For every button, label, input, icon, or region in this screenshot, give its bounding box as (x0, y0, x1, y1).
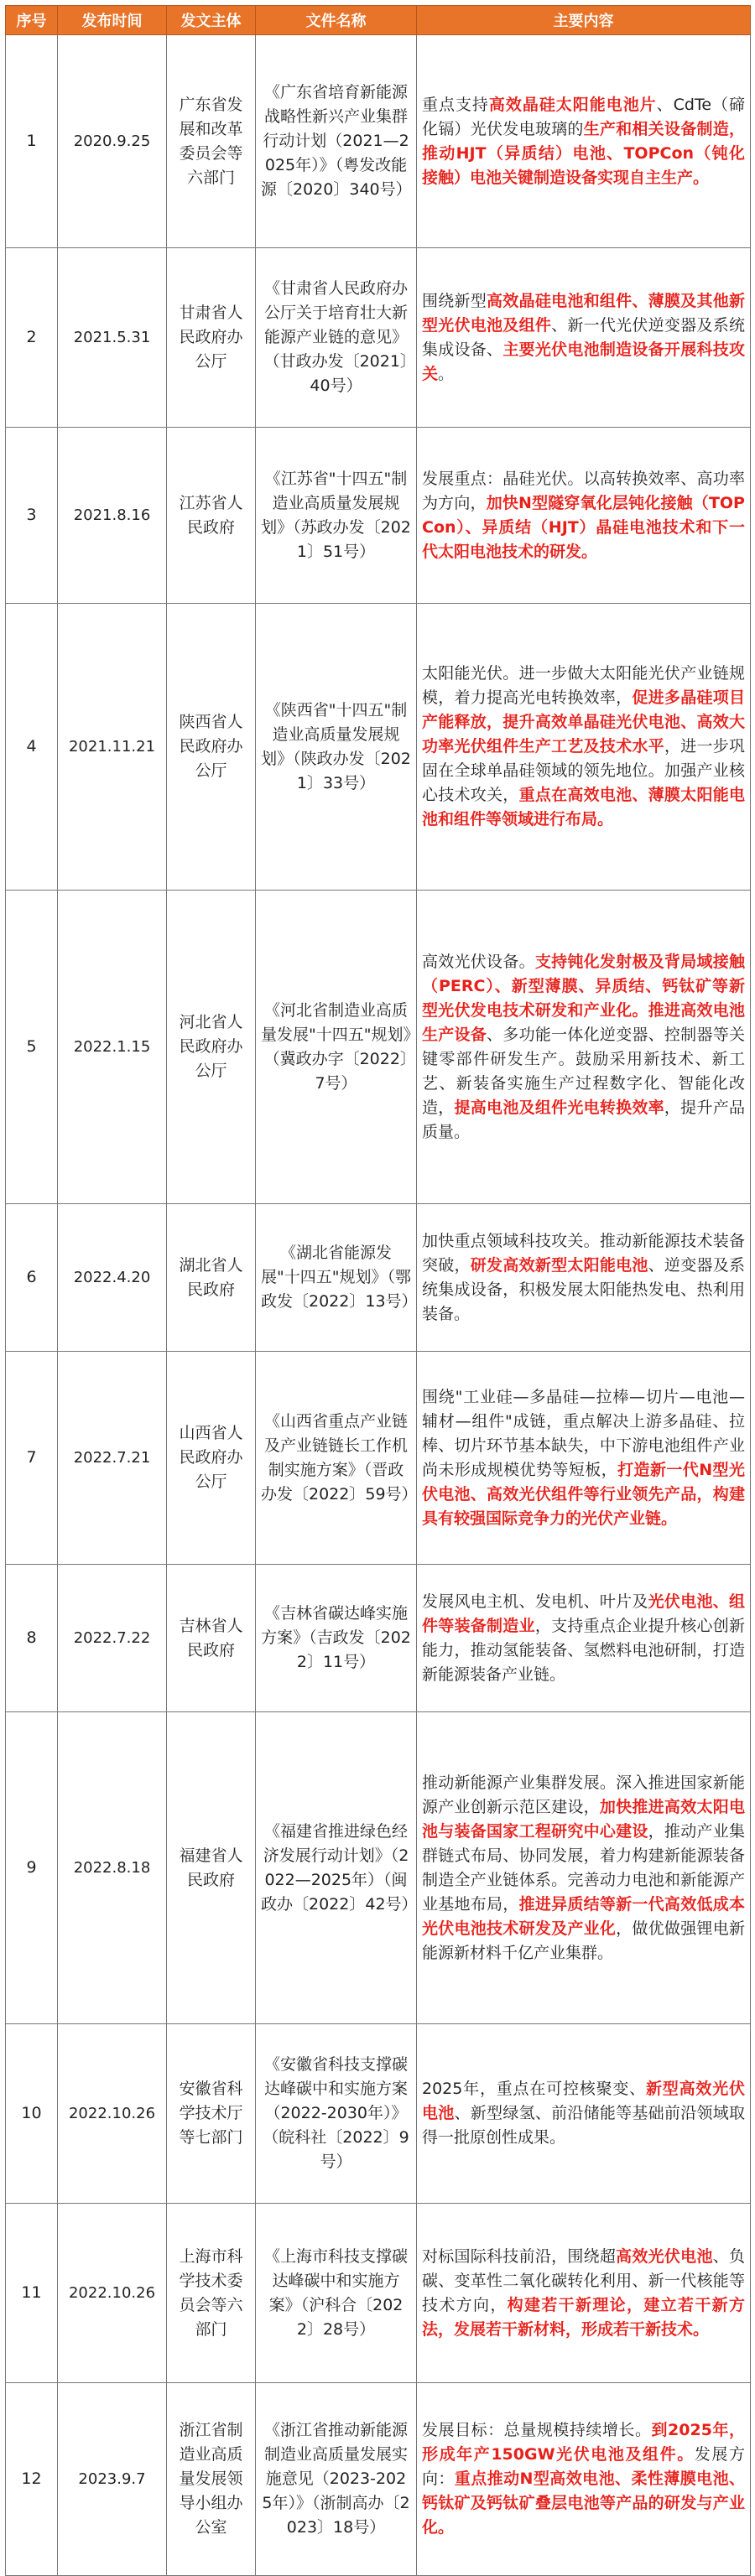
highlight-text: 高效光伏电池 (616, 2246, 713, 2266)
row-content (417, 1204, 751, 1352)
row-issuer: 山西省人民政府办公厅 (167, 1352, 256, 1565)
row-file-name: 《安徽省科技支撑碳达峰碳中和实施方案（2022-2030年）》（皖科社〔2022〕9号） (256, 2024, 417, 2204)
table-row (6, 891, 751, 1204)
row-seq: 2 (6, 248, 58, 428)
row-date: 2022.10.26 (58, 2024, 167, 2204)
highlight-text: 重点在高效电池、薄膜太阳能电池和组件等领域进行布局。 (422, 786, 745, 828)
table-row (6, 2383, 751, 2576)
header-file: 文件名称 (256, 6, 417, 35)
row-content (417, 1712, 751, 2024)
row-date: 2022.7.22 (58, 1565, 167, 1712)
row-file-name: 《山西省重点产业链及产业链链长工作机制实施方案》（晋政办发〔2022〕59号） (256, 1352, 417, 1565)
row-content (417, 2204, 751, 2383)
highlight-text: 新型高效光伏电池 (422, 2080, 745, 2122)
table-body (6, 35, 751, 2576)
row-content (417, 428, 751, 604)
header-date: 发布时间 (58, 6, 167, 35)
row-seq: 12 (6, 2383, 58, 2576)
content-text: ，做优做强锂电新能源新材料千亿产业集群。 (422, 1919, 745, 1962)
content-text: 、新型绿氢、前沿储能等基础前沿领域取得一批原创性成果。 (422, 2104, 745, 2147)
row-file-name: 《浙江省推动新能源制造业高质量发展实施意见（2023-2025年）》（浙制高办〔2023〕18号） (256, 2383, 417, 2576)
highlight-text: 研发高效新型太阳能电池 (470, 1255, 648, 1275)
row-file-name: 《广东省培育新能源战略性新兴产业集群行动计划（2021—2025年）》（粤发改能源〔2020〕340号） (256, 35, 417, 248)
row-file-name: 《陕西省"十四五"制造业高质量发展规划》（陕政办发〔2021〕33号） (256, 604, 417, 891)
row-issuer: 上海市科学技术委员会等六部门 (167, 2204, 256, 2383)
row-file-name: 《江苏省"十四五"制造业高质量发展规划》（苏政办发〔2021〕51号） (256, 428, 417, 604)
highlight-text: 支持钝化发射极及背局域接触（PERC）、新型薄膜、异质结、钙钛矿等新型光伏发电技术研发和产业化。推进高效电池生产设备 (422, 952, 745, 1044)
row-issuer: 河北省人民政府办公厅 (167, 891, 256, 1204)
row-seq: 3 (6, 428, 58, 604)
content-text: 重点支持 (422, 95, 489, 114)
row-seq: 10 (6, 2024, 58, 2204)
content-text: ，支持重点企业提升核心创新能力，推动氢能装备、氢燃料电池研制，打造新能源装备产业链。 (422, 1616, 745, 1684)
row-date: 2021.11.21 (58, 604, 167, 891)
header-row (6, 6, 751, 35)
row-date: 2022.4.20 (58, 1204, 167, 1352)
row-seq: 4 (6, 604, 58, 891)
row-seq: 1 (6, 35, 58, 248)
table-row (6, 2024, 751, 2204)
table-row (6, 1204, 751, 1352)
row-date: 2020.9.25 (58, 35, 167, 248)
highlight-text: 打造新一代N型光伏电池、高效光伏组件等行业领先产品，构建具有较强国际竞争力的光伏产业链。 (422, 1460, 745, 1528)
row-issuer: 陕西省人民政府办公厅 (167, 604, 256, 891)
highlight-text: 构建若干新理论，建立若干新方法，发展若干新材料，形成若干新技术。 (422, 2295, 745, 2339)
row-date: 2022.1.15 (58, 891, 167, 1204)
content-text: 围绕新型 (422, 291, 487, 310)
table-row (6, 1352, 751, 1565)
content-text: 。 (438, 364, 455, 383)
highlight-text: 生产和相关设备制造，推动HJT（异质结）电池、TOPCon（钝化接触）电池关键制造设备实现自主生产。 (422, 119, 745, 187)
content-text: 发展方向： (422, 2445, 745, 2488)
content-text: 围绕"工业硅—多晶硅—拉棒—切片—电池—辅材—组件"成链，重点解决上游多晶硅、拉棒、切片环节基本缺失，中下游电池组件产业尚未形成规模优势等短板， (422, 1387, 745, 1479)
row-content (417, 1565, 751, 1712)
row-issuer: 甘肃省人民政府办公厅 (167, 248, 256, 428)
policy-table (5, 5, 751, 2576)
row-issuer: 江苏省人民政府 (167, 428, 256, 604)
content-text: ，推动产业集群链式布局、协同发展，着力构建新能源装备制造全产业链体系。完善动力电池和新能源产业基地布局， (422, 1821, 745, 1914)
highlight-text: 高效晶硅电池和组件、薄膜及其他新型光伏电池及组件 (422, 291, 745, 335)
table-row (6, 248, 751, 428)
row-content (417, 2024, 751, 2204)
highlight-text: 光伏电池、组件等装备制造业 (422, 1592, 745, 1635)
header-content: 主要内容 (417, 6, 751, 35)
row-seq: 7 (6, 1352, 58, 1565)
content-text: ，提升产品质量。 (422, 1098, 745, 1141)
table-row (6, 35, 751, 248)
table-row (6, 604, 751, 891)
row-content (417, 1352, 751, 1565)
content-text: 加快重点领域科技攻关。推动新能源技术装备突破， (422, 1231, 745, 1275)
header-issuer: 发文主体 (167, 6, 256, 35)
highlight-text: 加快N型隧穿氧化层钝化接触（TOPCon）、异质结（HJT）晶硅电池技术和下一代太阳电池技术的研发。 (422, 493, 745, 561)
row-seq: 5 (6, 891, 58, 1204)
highlight-text: 促进多晶硅项目产能释放，提升高效单晶硅光伏电池、高效大功率光伏组件生产工艺及技术水平 (422, 688, 745, 756)
row-content (417, 891, 751, 1204)
row-content (417, 2383, 751, 2576)
header-seq: 序号 (6, 6, 58, 35)
highlight-text: 主要光伏电池制造设备开展科技攻关 (422, 340, 745, 383)
row-date: 2022.7.21 (58, 1352, 167, 1565)
row-issuer: 吉林省人民政府 (167, 1565, 256, 1712)
row-content (417, 604, 751, 891)
content-text: 、CdTe（碲化镉）光伏发电玻璃的 (422, 95, 745, 138)
row-content (417, 248, 751, 428)
table-row (6, 1712, 751, 2024)
highlight-text: 到2025年，形成年产150GW光伏电池及组件。 (422, 2421, 745, 2464)
highlight-text: 重点推动N型高效电池、柔性薄膜电池、钙钛矿及钙钛矿叠层电池等产品的研发与产业化。 (422, 2470, 745, 2537)
row-file-name: 《甘肃省人民政府办公厅关于培育壮大新能源产业链的意见》（甘政办发〔2021〕40号） (256, 248, 417, 428)
content-text: ，进一步巩固在全球单晶硅领域的领先地位。加强产业核心技术攻关， (422, 737, 745, 804)
row-date: 2023.9.7 (58, 2383, 167, 2576)
row-file-name: 《福建省推进绿色经济发展行动计划》（2022—2025年）（闽政办〔2022〕42号） (256, 1712, 417, 2024)
table-row (6, 428, 751, 604)
row-issuer: 湖北省人民政府 (167, 1204, 256, 1352)
content-text: 对标国际科技前沿，围绕超 (422, 2246, 617, 2266)
row-issuer: 福建省人民政府 (167, 1712, 256, 2024)
row-issuer: 广东省发展和改革委员会等六部门 (167, 35, 256, 248)
content-text: 、多功能一体化逆变器、控制器等关键零部件研发生产。鼓励采用新技术、新工艺、新装备实施生产过程数字化、智能化改造， (422, 1025, 745, 1117)
highlight-text: 提高电池及组件光电转换效率 (454, 1098, 664, 1117)
row-seq: 11 (6, 2204, 58, 2383)
row-date: 2022.8.18 (58, 1712, 167, 2024)
highlight-text: 高效晶硅太阳能电池片 (488, 95, 657, 114)
row-seq: 6 (6, 1204, 58, 1352)
content-text: 、负碳、变革性二氧化碳转化利用、新一代核能等技术方向， (422, 2246, 745, 2314)
row-file-name: 《河北省制造业高质量发展"十四五"规划》（冀政办字〔2022〕7号） (256, 891, 417, 1204)
row-content (417, 35, 751, 248)
content-text: 发展重点：晶硅光伏。以高转换效率、高功率为方向， (422, 469, 745, 512)
row-date: 2021.5.31 (58, 248, 167, 428)
content-text: 发展风电主机、发电机、叶片及 (422, 1592, 648, 1611)
row-date: 2022.10.26 (58, 2204, 167, 2383)
row-seq: 9 (6, 1712, 58, 2024)
row-issuer: 安徽省科学技术厅等七部门 (167, 2024, 256, 2204)
row-file-name: 《吉林省碳达峰实施方案》（吉政发〔2022〕11号） (256, 1565, 417, 1712)
row-issuer: 浙江省制造业高质量发展领导小组办公室 (167, 2383, 256, 2576)
content-text: 太阳能光伏。进一步做大太阳能光伏产业链规模，着力提高光电转换效率， (422, 664, 745, 707)
highlight-text: 推进异质结等新一代高效低成本光伏电池技术研发及产业化 (422, 1894, 745, 1938)
row-file-name: 《上海市科技支撑碳达峰碳中和实施方案》（沪科合〔2022〕28号） (256, 2204, 417, 2383)
content-text: 推动新能源产业集群发展。深入推进国家新能源产业创新示范区建设， (422, 1773, 745, 1816)
row-seq: 8 (6, 1565, 58, 1712)
row-file-name: 《湖北省能源发展"十四五"规划》（鄂政发〔2022〕13号） (256, 1204, 417, 1352)
content-text: 、逆变器及系统集成设备，积极发展太阳能热发电、热利用装备。 (422, 1255, 745, 1323)
content-text: 发展目标：总量规模持续增长。 (422, 2421, 652, 2439)
content-text: 、新一代光伏逆变器及系统集成设备、 (422, 315, 745, 359)
table-row (6, 2204, 751, 2383)
table-row (6, 1565, 751, 1712)
highlight-text: 加快推进高效太阳电池与装备国家工程研究中心建设 (422, 1797, 745, 1841)
content-text: 2025年，重点在可控核聚变、 (422, 2080, 646, 2098)
content-text: 高效光伏设备。 (422, 952, 535, 971)
row-date: 2021.8.16 (58, 428, 167, 604)
